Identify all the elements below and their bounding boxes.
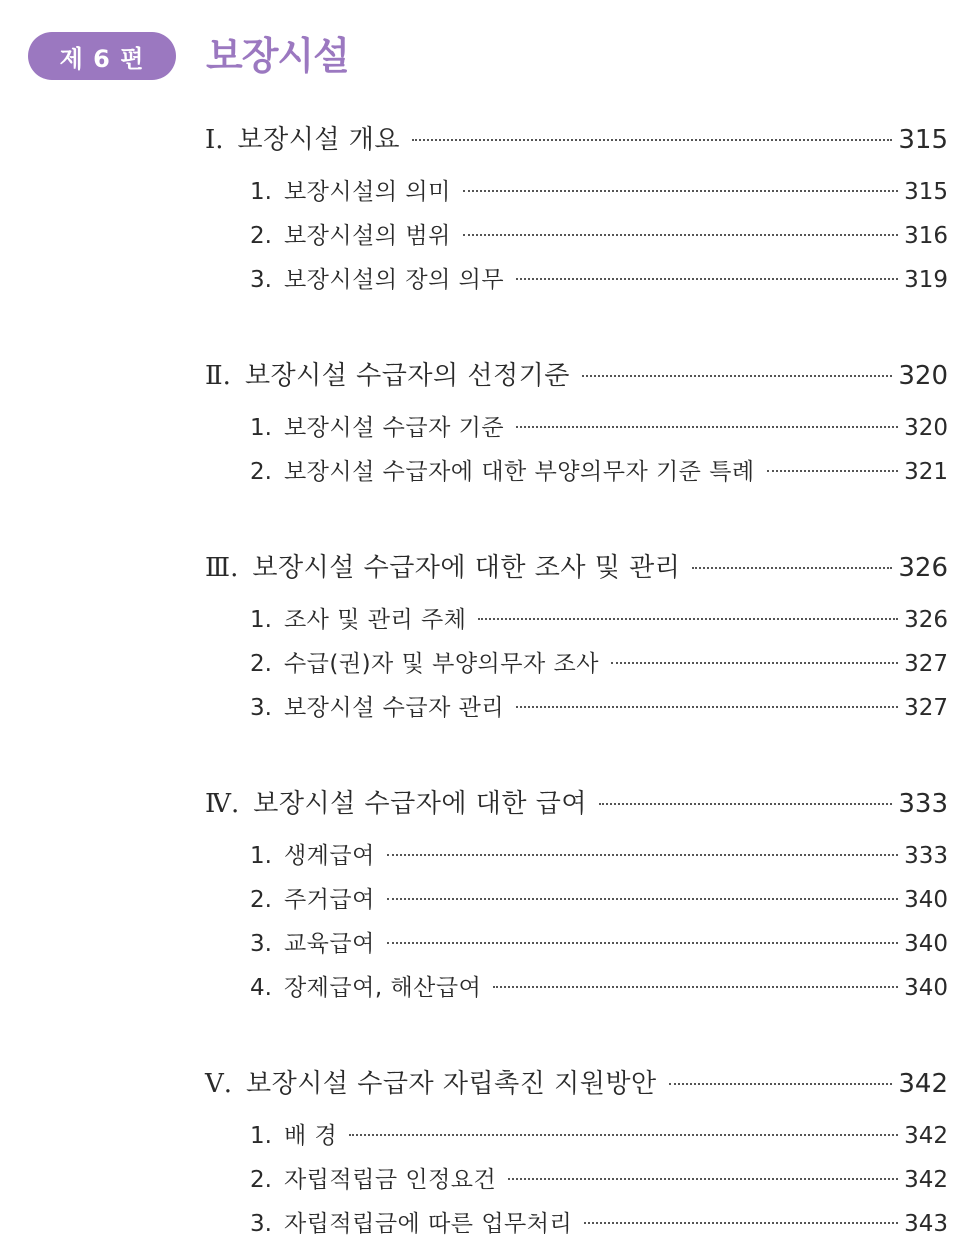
dot-leader [463,234,898,236]
section-entry[interactable] [205,1202,948,1246]
section-entry[interactable] [205,170,948,214]
section-number: 2. [250,651,272,677]
section-number: 2. [250,459,272,485]
dot-leader [387,942,898,944]
chapter-heading[interactable] [205,782,948,826]
page-number: 320 [904,415,948,441]
section-entry[interactable] [205,686,948,730]
section-number: 3. [250,1211,272,1237]
chapter-numeral: Ⅴ. [205,1069,233,1099]
chapter-5 [205,1062,948,1246]
section-number: 3. [250,931,272,957]
section-title: 보장시설 수급자에 대한 부양의무자 기준 특례 [283,459,755,485]
page-number: 319 [904,267,948,293]
chapter-heading[interactable] [205,354,948,398]
page-number: 316 [904,223,948,249]
dot-leader [387,854,898,856]
section-entry[interactable] [205,966,948,1010]
page-number: 340 [904,931,948,957]
section-number: 1. [250,1123,272,1149]
dot-leader [516,278,898,280]
section-title: 보장시설의 장의 의무 [283,267,505,293]
section-entry[interactable] [205,642,948,686]
page-number: 326 [898,553,948,583]
section-number: 2. [250,223,272,249]
section-number: 1. [250,415,272,441]
section-number: 2. [250,1167,272,1193]
dot-leader [669,1083,893,1085]
section-entry[interactable] [205,834,948,878]
dot-leader [508,1178,898,1180]
dot-leader [584,1222,898,1224]
page-number: 343 [904,1211,948,1237]
chapter-numeral: Ⅱ. [205,361,231,391]
dot-leader [493,986,898,988]
dot-leader [582,375,893,377]
section-title: 생계급여 [283,843,375,869]
section-title: 수급(권)자 및 부양의무자 조사 [283,651,599,677]
chapter-2 [205,354,948,494]
page-number: 327 [904,695,948,721]
section-number: 1. [250,607,272,633]
section-number: 1. [250,179,272,205]
table-of-contents [205,118,948,1246]
section-number: 2. [250,887,272,913]
section-title: 조사 및 관리 주체 [283,607,467,633]
chapter-heading[interactable] [205,118,948,162]
section-entry[interactable] [205,258,948,302]
part-title: 보장시설 [206,34,349,78]
dot-leader [692,567,892,569]
section-number: 4. [250,975,272,1001]
section-title: 교육급여 [283,931,375,957]
section-entry[interactable] [205,1158,948,1202]
section-title: 보장시설 수급자 기준 [283,415,505,441]
section-title: 장제급여, 해산급여 [283,975,482,1001]
chapter-numeral: Ⅲ. [205,553,239,583]
page-number: 333 [904,843,948,869]
page-number: 333 [898,789,948,819]
chapter-heading[interactable] [205,546,948,590]
dot-leader [516,706,898,708]
section-title: 보장시설의 의미 [283,179,451,205]
chapter-numeral: Ⅰ. [205,125,224,155]
section-title: 주거급여 [283,887,375,913]
section-entry[interactable] [205,922,948,966]
section-title: 자립적립금에 따른 업무처리 [283,1211,573,1237]
page-number: 326 [904,607,948,633]
chapter-3 [205,546,948,730]
page-number: 342 [904,1167,948,1193]
dot-leader [463,190,898,192]
section-number: 3. [250,267,272,293]
section-entry[interactable] [205,450,948,494]
chapter-numeral: Ⅳ. [205,789,240,819]
chapter-title: 보장시설 수급자 자립촉진 지원방안 [246,1069,657,1099]
chapter-title: 보장시설 개요 [237,125,401,155]
section-number: 3. [250,695,272,721]
page-number: 315 [904,179,948,205]
section-entry[interactable] [205,1114,948,1158]
page-number: 320 [898,361,948,391]
chapter-title: 보장시설 수급자에 대한 급여 [253,789,587,819]
section-title: 보장시설 수급자 관리 [283,695,505,721]
dot-leader [599,803,892,805]
section-entry[interactable] [205,406,948,450]
page-number: 342 [898,1069,948,1099]
dot-leader [767,470,898,472]
chapter-heading[interactable] [205,1062,948,1106]
page-number: 342 [904,1123,948,1149]
dot-leader [516,426,898,428]
part-badge: 제 6 편 [28,32,176,80]
section-title: 자립적립금 인정요건 [283,1167,497,1193]
chapter-4 [205,782,948,1010]
section-title: 보장시설의 범위 [283,223,451,249]
chapter-title: 보장시설 수급자에 대한 조사 및 관리 [252,553,681,583]
page-number: 321 [904,459,948,485]
dot-leader [478,618,898,620]
page-number: 340 [904,887,948,913]
section-title: 배 경 [283,1123,338,1149]
dot-leader [387,898,898,900]
page-number: 340 [904,975,948,1001]
section-entry[interactable] [205,214,948,258]
dot-leader [611,662,898,664]
chapter-title: 보장시설 수급자의 선정기준 [244,361,570,391]
section-entry[interactable] [205,598,948,642]
dot-leader [349,1134,898,1136]
page-number: 315 [898,125,948,155]
dot-leader [412,139,892,141]
section-entry[interactable] [205,878,948,922]
section-number: 1. [250,843,272,869]
page-number: 327 [904,651,948,677]
chapter-1 [205,118,948,302]
